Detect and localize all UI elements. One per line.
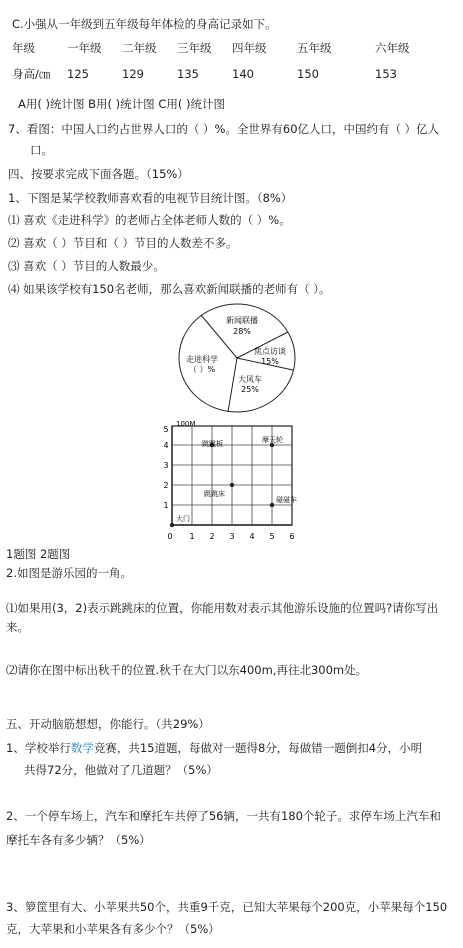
q4-1: 1、下图是某学校教师喜欢看的电视节目统计图。（8%） bbox=[8, 191, 293, 205]
pie-pct-dafeng: 25% bbox=[241, 385, 259, 394]
figure-caption: 1题图 2题图 bbox=[6, 547, 71, 561]
scale-label: 100M bbox=[176, 420, 196, 428]
q4-1-1: ⑴ 喜欢《走进科学》的老师占全体老师人数的（ ）%。 bbox=[8, 213, 291, 227]
q5-1-post: 竞赛，共15道题，每做对一题得8分，每做错一题倒扣4分，小明 bbox=[93, 741, 423, 755]
q5-2-a: 2、一个停车场上，汽车和摩托车共停了56辆，一共有180个轮子。求停车场上汽车和 bbox=[6, 809, 441, 823]
x-tick-label: 3 bbox=[229, 532, 235, 541]
pie-pct-jiaodian: 15% bbox=[261, 357, 279, 366]
cell: 六年级 bbox=[375, 41, 410, 55]
park-grid-map bbox=[158, 420, 300, 544]
q5-1-pre: 1、学校举行 bbox=[6, 741, 71, 755]
q4-1-4: ⑷ 如果该学校有150名老师，那么喜欢新闻联播的老师有（ ）。 bbox=[8, 282, 331, 296]
point-tiaotiaochuang bbox=[230, 483, 234, 487]
y-tick-label: 4 bbox=[163, 441, 169, 450]
cell: 三年级 bbox=[177, 41, 212, 55]
cell: 二年级 bbox=[122, 41, 157, 55]
q4-2-1-a: ⑴如果用(3，2)表示跳跳床的位置，你能用数对表示其他游乐设施的位置吗?请你写出 bbox=[6, 601, 439, 615]
x-tick-label: 4 bbox=[249, 532, 255, 541]
cell: 153 bbox=[375, 67, 397, 81]
q5-1-b: 共得72分，他做对了几道题？（5%） bbox=[24, 763, 218, 777]
q4-2-2: ⑵请你在图中标出秋千的位置.秋千在大门以东400m,再往北300m处。 bbox=[6, 663, 368, 677]
cell: 年级 bbox=[12, 41, 35, 55]
c-intro: C.小强从一年级到五年级每年体检的身高记录如下。 bbox=[12, 17, 277, 31]
cell: 135 bbox=[177, 67, 199, 81]
q5-2-b: 摩托车各有多少辆？（5%） bbox=[6, 833, 151, 847]
cell: 129 bbox=[122, 67, 144, 81]
section-5-title: 五、开动脑筋想想，你能行。（共29%） bbox=[6, 717, 210, 731]
q4-1-3: ⑶ 喜欢（ ）节目的人数最少。 bbox=[8, 259, 165, 273]
math-link[interactable]: 数学 bbox=[70, 741, 94, 755]
q7-line-b: 口。 bbox=[30, 143, 53, 157]
x-tick-labels bbox=[167, 532, 294, 541]
pie-pct-zoujin: （ ）% bbox=[188, 365, 216, 374]
y-tick-label: 2 bbox=[163, 481, 169, 490]
pie-label-zoujin: 走进科学 bbox=[186, 355, 218, 364]
cell: 五年级 bbox=[297, 41, 332, 55]
y-tick-label: 1 bbox=[163, 501, 169, 510]
x-tick-label: 2 bbox=[209, 532, 215, 541]
cell: 125 bbox=[67, 67, 89, 81]
y-tick-label: 3 bbox=[163, 461, 169, 470]
pie-pct-xinwen: 28% bbox=[233, 327, 251, 336]
q4-2-1-b: 来。 bbox=[6, 620, 29, 634]
cell: 身高/㎝ bbox=[12, 67, 51, 81]
q7-line-a: 7、看图：中国人口约占世界人口的（ ）%。全世界有60亿人口，中国约有（ ）亿人 bbox=[8, 122, 440, 136]
label-motianlun: 摩天轮 bbox=[262, 436, 283, 444]
section-4-title: 四、按要求完成下面各题。（15%） bbox=[8, 167, 189, 181]
cell: 四年级 bbox=[232, 41, 267, 55]
cell: 140 bbox=[232, 67, 254, 81]
pie-label-xinwen: 新闻联播 bbox=[226, 316, 258, 325]
point-damen bbox=[170, 523, 174, 527]
cell: 一年级 bbox=[67, 41, 102, 55]
height-row bbox=[12, 66, 455, 82]
label-tiaotiaochuang: 跳跳床 bbox=[204, 490, 225, 498]
q4-1-2: ⑵ 喜欢（ ）节目和（ ）节目的人数差不多。 bbox=[8, 236, 238, 250]
choice-line: A用( )统计图 B用( )统计图 C用( )统计图 bbox=[18, 97, 225, 111]
y-tick-labels bbox=[163, 425, 168, 510]
q5-1-a bbox=[6, 740, 422, 756]
q5-3-b: 克，大苹果和小苹果各有多少个？（5%） bbox=[6, 922, 220, 936]
x-tick-label: 6 bbox=[289, 532, 295, 541]
x-tick-label: 0 bbox=[167, 532, 173, 541]
q4-2: 2.如图是游乐园的一角。 bbox=[6, 566, 132, 580]
cell: 150 bbox=[297, 67, 319, 81]
grade-row bbox=[12, 40, 455, 56]
pie-chart bbox=[176, 302, 300, 416]
label-damen: 大门 bbox=[176, 515, 190, 523]
y-tick-label: 5 bbox=[163, 425, 169, 434]
point-pengpengche bbox=[270, 503, 274, 507]
q5-3-a: 3、箩筐里有大、小苹果共50个，共重9千克，已知大苹果每个200克，小苹果每个150 bbox=[6, 900, 448, 914]
pie-label-dafeng: 大风车 bbox=[238, 375, 262, 384]
pie-label-jiaodian: 焦点访谈 bbox=[254, 347, 286, 356]
label-tiaotiao: 跳跳板 bbox=[202, 440, 223, 448]
x-tick-label: 1 bbox=[189, 532, 195, 541]
label-pengpengche: 碰碰车 bbox=[276, 496, 297, 504]
x-tick-label: 5 bbox=[269, 532, 275, 541]
